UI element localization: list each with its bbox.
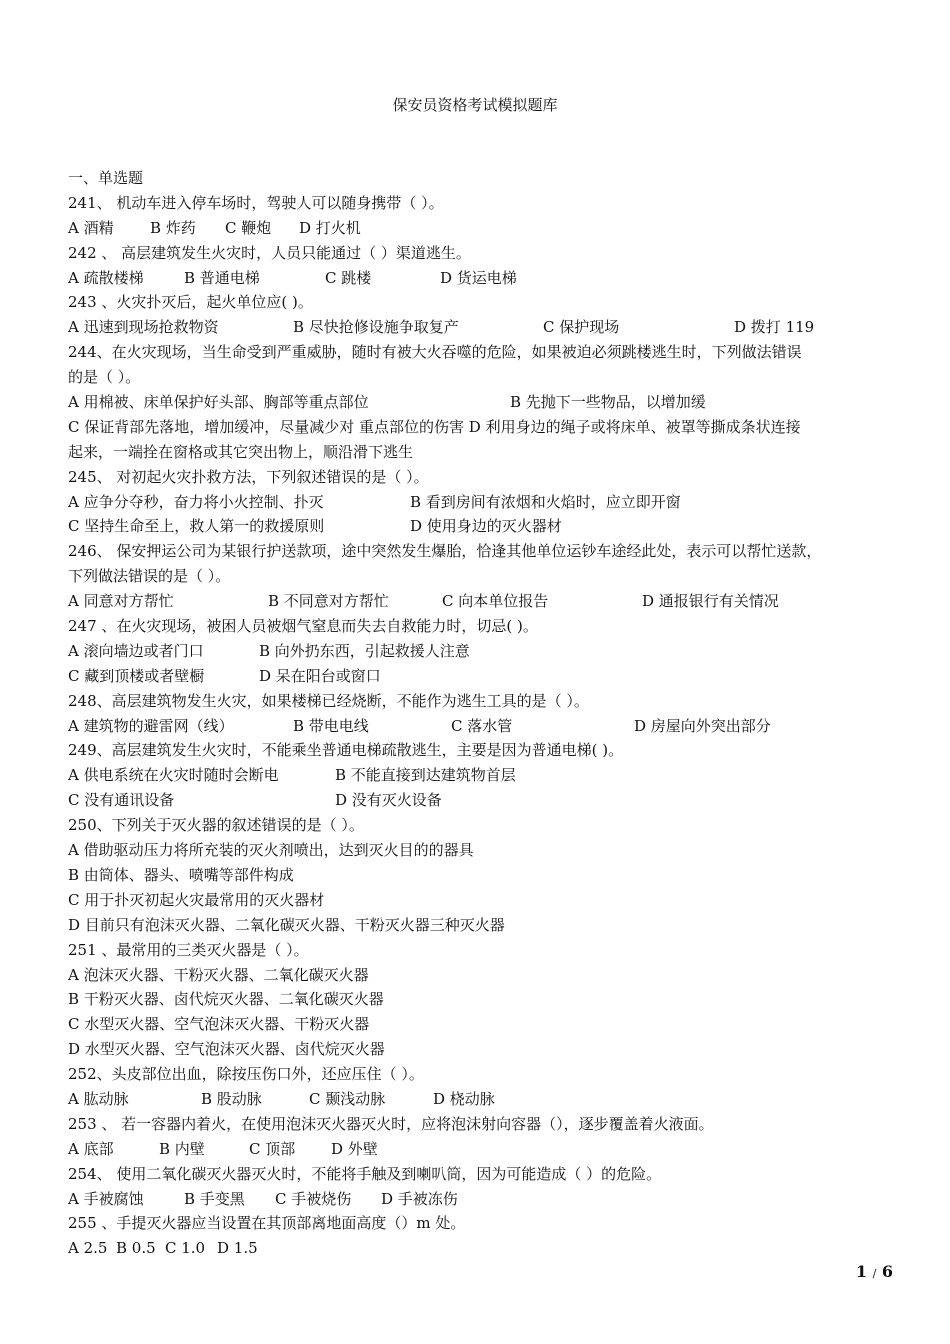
page-separator: /	[872, 1267, 877, 1280]
question-stem: 252、头皮部位出血，除按压伤口外，还应压住（ ）。	[68, 1065, 424, 1084]
question-stem-line: 的是（ ）。	[68, 368, 141, 387]
option-c: C 颞浅动脉	[309, 1089, 386, 1108]
option-a: A 酒精	[68, 218, 114, 237]
page-number	[856, 1262, 893, 1281]
option-a: A 疏散楼梯	[68, 268, 144, 287]
option-d: D 通报银行有关情况	[642, 592, 779, 611]
question-options	[68, 1137, 908, 1162]
question-options	[68, 266, 908, 291]
question-options	[68, 1187, 908, 1212]
option-c: C 水型灭火器、空气泡沫灭火器、干粉灭火器	[68, 1015, 370, 1034]
option-d: D 货运电梯	[440, 268, 517, 287]
option-b: B 炸药	[150, 218, 196, 237]
question-options	[68, 216, 908, 241]
option-d: D 1.5	[217, 1239, 258, 1258]
option-d: D 手被冻伤	[381, 1189, 458, 1208]
option-b: B 先抛下一些物品，以增加缓	[510, 393, 706, 412]
option-c: C 用于扑灭初起火灾最常用的灭火器材	[68, 890, 325, 909]
question-stem-line: 下列做法错误的是（ ）。	[68, 567, 231, 586]
question-options	[68, 1236, 908, 1261]
question-stem: 248、高层建筑物发生火灾，如果楼梯已经烧断，不能作为逃生工具的是（ ）。	[68, 691, 589, 710]
question-options	[68, 514, 908, 539]
option-b: B 不能直接到达建筑物首层	[335, 766, 516, 785]
option-d: D 呆在阳台或窗口	[259, 666, 381, 685]
option-b: B 0.5	[116, 1239, 156, 1258]
option-c: C 藏到顶楼或者壁橱	[68, 666, 205, 685]
option-d: D 打火机	[299, 218, 361, 237]
option-a: A 同意对方帮忙	[68, 592, 174, 611]
option-a: A 应争分夺秒，奋力将小火控制、扑灭	[68, 492, 324, 511]
question-options	[68, 664, 908, 689]
page-total: 6	[881, 1262, 893, 1281]
option-b: B 干粉灭火器、卤代烷灭火器、二氧化碳灭火器	[68, 990, 384, 1009]
option-a: A 用棉被、床单保护好头部、胸部等重点部位	[68, 393, 369, 412]
question-options	[68, 788, 908, 813]
option-a: A 手被腐蚀	[68, 1189, 144, 1208]
option-c: C 1.0	[165, 1239, 206, 1258]
question-options	[68, 315, 908, 340]
page-current: 1	[855, 1262, 867, 1281]
question-options	[68, 589, 908, 614]
question-stem: 242 、 高层建筑发生火灾时，人员只能通过（ ）渠道逃生。	[68, 243, 471, 262]
option-d: D 桡动脉	[433, 1089, 495, 1108]
option-d: D 拨打 119	[734, 318, 815, 337]
option-c: C 落水管	[451, 716, 513, 735]
option-a: A 2.5	[68, 1239, 108, 1258]
option-c: C 鞭炮	[225, 218, 272, 237]
option-d: D 房屋向外突出部分	[634, 716, 771, 735]
question-stem: 253 、 若一容器内着火，在使用泡沫灭火器灭火时，应将泡沫射向容器（），逐步覆盖着火液面。	[68, 1114, 714, 1133]
question-stem-line: 246、 保安押运公司为某银行护送款项，途中突然发生爆胎，恰逢其他单位运钞车途经此处，表示可以帮忙送款，	[68, 542, 822, 561]
option-a: A 迅速到现场抢救物资	[68, 318, 219, 337]
option-c: C 向本单位报告	[442, 592, 549, 611]
option-b: B 普通电梯	[184, 268, 260, 287]
option-a: A 底部	[68, 1139, 114, 1158]
option-d: D 使用身边的灭火器材	[410, 517, 562, 536]
question-options	[68, 763, 908, 788]
document-title: 保安员资格考试模拟题库	[392, 96, 558, 114]
option-c: C 保护现场	[543, 318, 620, 337]
option-d: D 没有灭火设备	[335, 791, 442, 810]
option-line: C 保证背部先落地，增加缓冲，尽量减少对 重点部位的伤害 D 利用身边的绳子或将床单、被罩等撕成条状连接	[68, 417, 801, 436]
question-stem: 249、高层建筑发生火灾时，不能乘坐普通电梯疏散逃生，主要是因为普通电梯( )。	[68, 741, 624, 760]
option-c: C 顶部	[249, 1139, 296, 1158]
option-b: B 手变黑	[184, 1189, 245, 1208]
section-heading: 一、单选题	[68, 169, 144, 187]
option-a: A 泡沫灭火器、干粉灭火器、二氧化碳灭火器	[68, 965, 369, 984]
question-options	[68, 1087, 908, 1112]
question-stem: 254、 使用二氧化碳灭火器灭火时，不能将手触及到喇叭筒，因为可能造成（ ）的危险。	[68, 1164, 662, 1183]
option-c: C 没有通讯设备	[68, 791, 175, 810]
question-stem: 247 、在火灾现场，被困人员被烟气窒息而失去自救能力时，切忌( )。	[68, 617, 538, 636]
option-b: B 向外扔东西，引起救援人注意	[259, 641, 470, 660]
option-d: D 水型灭火器、空气泡沫灭火器、卤代烷灭火器	[68, 1040, 385, 1059]
question-stem: 251 、最常用的三类灭火器是（ ）。	[68, 940, 309, 959]
option-d: D 目前只有泡沫灭火器、二氧化碳灭火器、干粉灭火器三种灭火器	[68, 915, 505, 934]
option-b: B 看到房间有浓烟和火焰时，应立即开窗	[410, 492, 681, 511]
question-stem: 250、下列关于灭火器的叙述错误的是（ ）。	[68, 816, 364, 835]
question-stem: 243 、火灾扑灭后，起火单位应( )。	[68, 293, 313, 312]
question-stem-line: 244、在火灾现场，当生命受到严重威胁，随时有被大火吞噬的危险，如果被迫必须跳楼逃生时，下列做法错误	[68, 343, 802, 362]
question-options	[68, 490, 908, 515]
question-options	[68, 390, 908, 415]
option-b: B 由筒体、器头、喷嘴等部件构成	[68, 865, 294, 884]
option-line: 起来，一端拴在窗格或其它突出物上，顺沿滑下逃生	[68, 442, 414, 461]
option-b: B 带电电线	[293, 716, 369, 735]
option-b: B 不同意对方帮忙	[268, 592, 389, 611]
option-a: A 建筑物的避雷网（线）	[68, 716, 234, 735]
option-c: C 坚持生命至上，救人第一的救援原则	[68, 517, 325, 536]
option-b: B 内壁	[159, 1139, 205, 1158]
question-stem: 245、 对初起火灾扑救方法，下列叙述错误的是（ ）。	[68, 467, 429, 486]
question-options	[68, 714, 908, 739]
option-a: A 肱动脉	[68, 1089, 129, 1108]
question-stem: 241、 机动车进入停车场时，驾驶人可以随身携带（ ）。	[68, 193, 444, 212]
option-c: C 跳楼	[325, 268, 372, 287]
question-stem: 255 、手提灭火器应当设置在其顶部离地面高度（）m 处。	[68, 1214, 466, 1233]
option-a: A 借助驱动压力将所充装的灭火剂喷出，达到灭火目的的器具	[68, 841, 474, 860]
option-d: D 外壁	[331, 1139, 378, 1158]
option-c: C 手被烧伤	[275, 1189, 352, 1208]
option-b: B 尽快抢修设施争取复产	[293, 318, 459, 337]
option-a: A 滚向墙边或者门口	[68, 641, 204, 660]
question-list	[68, 166, 908, 1261]
option-a: A 供电系统在火灾时随时会断电	[68, 766, 279, 785]
question-options	[68, 639, 908, 664]
option-b: B 股动脉	[201, 1089, 262, 1108]
